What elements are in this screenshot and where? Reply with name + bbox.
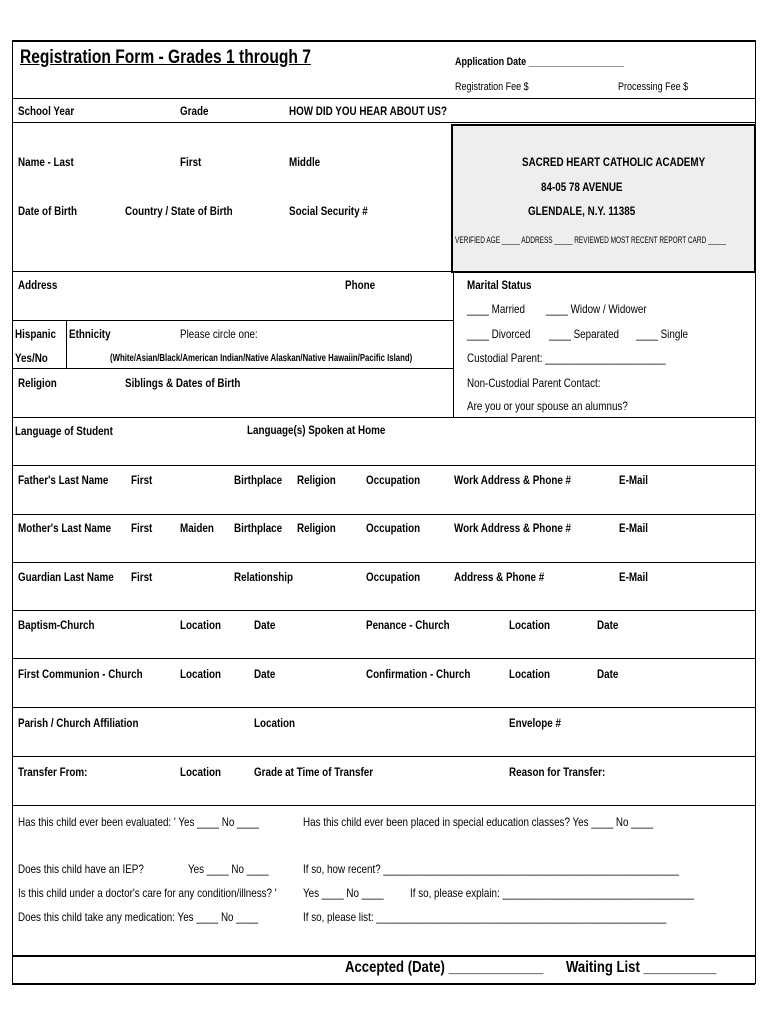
married-option[interactable]: ____ Married — [467, 302, 525, 316]
circle-instruction: Please circle one: — [180, 327, 258, 341]
baptism-date-label: Date — [254, 618, 276, 632]
divider — [12, 955, 755, 957]
phone-label: Phone — [345, 278, 376, 292]
application-date-field[interactable]: Application Date ___________________ — [455, 56, 624, 68]
penance-location-label: Location — [509, 618, 550, 632]
divider — [66, 320, 67, 368]
divider — [12, 610, 755, 611]
guardian-occupation-label: Occupation — [366, 570, 421, 584]
father-first-label: First — [131, 473, 153, 487]
father-birthplace-label: Birthplace — [234, 473, 283, 487]
divider — [12, 805, 755, 806]
parish-affiliation-label: Parish / Church Affiliation — [18, 716, 139, 730]
ethnicity-options[interactable]: (White/Asian/Black/American Indian/Native Alaskan/Native Hawaiin/Pacific Island) — [110, 353, 413, 364]
verify-line: VERIFIED AGE _____ ADDRESS _____ REVIEWED MOST RECENT REPORT CARD _____ — [455, 235, 727, 245]
transfer-reason-label: Reason for Transfer: — [509, 765, 606, 779]
divider — [12, 756, 755, 757]
siblings-label: Siblings & Dates of Birth — [125, 376, 241, 390]
baptism-location-label: Location — [180, 618, 221, 632]
mother-maiden-label: Maiden — [180, 521, 214, 535]
mother-email-label: E-Mail — [619, 521, 648, 535]
religion-label: Religion — [18, 376, 57, 390]
grade-label: Grade — [180, 104, 209, 118]
marital-status-label: Marital Status — [467, 278, 532, 292]
single-option[interactable]: ____ Single — [636, 327, 688, 341]
father-occupation-label: Occupation — [366, 473, 421, 487]
guardian-first-label: First — [131, 570, 153, 584]
transfer-grade-label: Grade at Time of Transfer — [254, 765, 374, 779]
address-label: Address — [18, 278, 58, 292]
medication-list-field[interactable]: If so, please list: _____________________________________________________ — [303, 910, 667, 924]
father-work-label: Work Address & Phone # — [454, 473, 572, 487]
iep-question: Does this child have an IEP? — [18, 862, 144, 876]
school-street: 84-05 78 AVENUE — [541, 180, 623, 194]
ethnicity-label: Ethnicity — [69, 327, 111, 341]
separated-option[interactable]: ____ Separated — [549, 327, 620, 341]
doctor-explain-field[interactable]: If so, please explain: ___________________________________ — [410, 886, 694, 900]
mother-religion-label: Religion — [297, 521, 336, 535]
confirmation-date-label: Date — [597, 667, 619, 681]
hispanic-label: Hispanic — [15, 327, 57, 341]
school-info-box — [451, 124, 756, 273]
guardian-last-label: Guardian Last Name — [18, 570, 114, 584]
father-email-label: E-Mail — [619, 473, 648, 487]
divider — [12, 98, 755, 99]
form-title: Registration Form - Grades 1 through 7 — [20, 47, 311, 68]
envelope-label: Envelope # — [509, 716, 561, 730]
divider — [12, 983, 755, 985]
divider — [12, 417, 755, 418]
student-language-label: Language of Student — [15, 424, 113, 438]
widow-option[interactable]: ____ Widow / Widower — [546, 302, 647, 316]
guardian-relationship-label: Relationship — [234, 570, 294, 584]
parish-location-label: Location — [254, 716, 295, 730]
name-last-label: Name - Last — [18, 155, 74, 169]
special-ed-question[interactable]: Has this child ever been placed in special education classes? Yes ____ No ____ — [303, 815, 654, 829]
divider — [12, 514, 755, 515]
divider — [12, 122, 755, 123]
doctor-care-yesno[interactable]: Yes ____ No ____ — [303, 886, 384, 900]
custodial-parent-field[interactable]: Custodial Parent: ______________________ — [467, 351, 666, 365]
mother-work-label: Work Address & Phone # — [454, 521, 572, 535]
mother-first-label: First — [131, 521, 153, 535]
guardian-email-label: E-Mail — [619, 570, 648, 584]
mother-birthplace-label: Birthplace — [234, 521, 283, 535]
mother-occupation-label: Occupation — [366, 521, 421, 535]
communion-location-label: Location — [180, 667, 221, 681]
registration-fee-field[interactable]: Registration Fee $ — [455, 81, 529, 93]
divider — [12, 320, 453, 321]
middle-name-label: Middle — [289, 155, 321, 169]
father-religion-label: Religion — [297, 473, 336, 487]
dob-label: Date of Birth — [18, 204, 78, 218]
guardian-address-label: Address & Phone # — [454, 570, 545, 584]
ssn-label: Social Security # — [289, 204, 368, 218]
divider — [12, 271, 755, 272]
evaluated-question[interactable]: Has this child ever been evaluated: ' Yes ____ No ____ — [18, 815, 259, 829]
divider — [12, 562, 755, 563]
form-top-border — [12, 40, 755, 42]
divider — [12, 658, 755, 659]
accepted-date-field[interactable]: Accepted (Date) _____________ — [345, 959, 544, 976]
divorced-option[interactable]: ____ Divorced — [467, 327, 531, 341]
iep-yesno[interactable]: Yes ____ No ____ — [188, 862, 269, 876]
iep-recent-field[interactable]: If so, how recent? ______________________________________________________ — [303, 862, 679, 876]
first-name-label: First — [180, 155, 202, 169]
school-year-label: School Year — [18, 104, 75, 118]
waiting-list-field[interactable]: Waiting List __________ — [566, 959, 717, 976]
divider — [12, 707, 755, 708]
noncustodial-contact-field[interactable]: Non-Custodial Parent Contact: — [467, 376, 601, 390]
penance-church-label: Penance - Church — [366, 618, 450, 632]
how-hear-label: HOW DID YOU HEAR ABOUT US? — [289, 104, 447, 118]
divider — [12, 465, 755, 466]
confirmation-location-label: Location — [509, 667, 550, 681]
medication-question[interactable]: Does this child take any medication: Yes ____ No ____ — [18, 910, 259, 924]
transfer-location-label: Location — [180, 765, 221, 779]
communion-date-label: Date — [254, 667, 276, 681]
hispanic-yesno[interactable]: Yes/No — [15, 351, 48, 365]
baptism-church-label: Baptism-Church — [18, 618, 95, 632]
mother-last-label: Mother's Last Name — [18, 521, 112, 535]
transfer-from-label: Transfer From: — [18, 765, 88, 779]
divider — [453, 271, 454, 417]
communion-church-label: First Communion - Church — [18, 667, 143, 681]
form-left-border — [12, 40, 13, 984]
school-name: SACRED HEART CATHOLIC ACADEMY — [522, 155, 706, 169]
processing-fee-field[interactable]: Processing Fee $ — [618, 81, 689, 93]
divider — [12, 368, 453, 369]
country-birth-label: Country / State of Birth — [125, 204, 233, 218]
home-language-label: Language(s) Spoken at Home — [247, 423, 386, 437]
school-city: GLENDALE, N.Y. 11385 — [528, 204, 636, 218]
father-last-label: Father's Last Name — [18, 473, 109, 487]
confirmation-church-label: Confirmation - Church — [366, 667, 471, 681]
alumnus-question: Are you or your spouse an alumnus? — [467, 399, 628, 413]
doctor-care-question: Is this child under a doctor's care for any condition/illness? ' — [18, 886, 277, 900]
penance-date-label: Date — [597, 618, 619, 632]
